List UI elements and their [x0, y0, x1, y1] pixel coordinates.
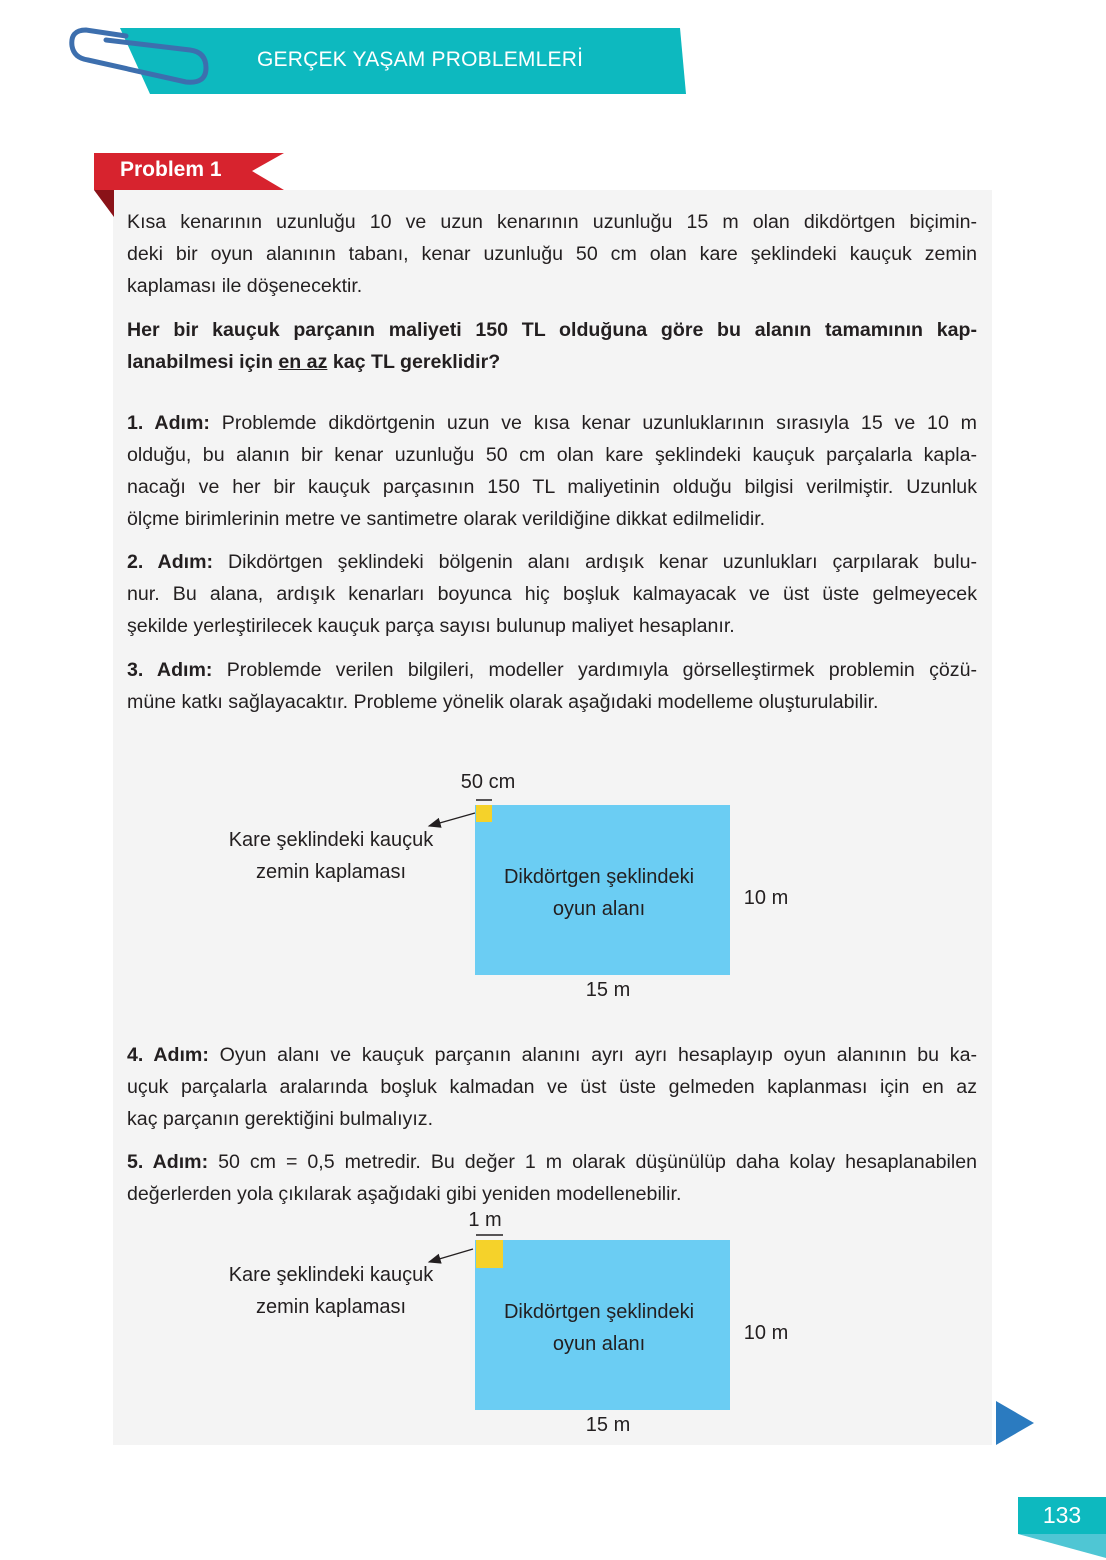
- bold-text: lanabilmesi için: [127, 351, 279, 373]
- tile-label-line1: Kare şeklindeki kauçuk: [228, 1264, 434, 1286]
- page-number: 133: [1018, 1497, 1106, 1534]
- width-label: 15 m: [585, 1414, 631, 1436]
- pointer-arrow: [429, 1249, 473, 1262]
- section-title: GERÇEK YAŞAM PROBLEMLERİ: [257, 48, 584, 71]
- area-label-line1: Dikdörtgen şeklindeki: [503, 1301, 695, 1323]
- text-span: kaç parçanın gerektiğini bulmalıyız.: [127, 1108, 434, 1130]
- text-span: Problemde dikdörtgenin uzun ve kısa kenar uzunluklarının sırasıyla 15 ve 10 m: [209, 412, 977, 434]
- text-span: Problemde verilen bilgileri, modeller yardımıyla görselleştirmek problemin çözü-: [212, 659, 977, 681]
- bold-text: en az: [278, 351, 328, 373]
- height-label: 10 m: [743, 1322, 789, 1344]
- bold-text: kaç TL gereklidir?: [327, 351, 501, 373]
- text-span: nur. Bu alana, ardışık kenarları boyunca hiç boşluk kalmayacak ve üst üste gelmeyecek: [127, 583, 977, 605]
- text-span: olduğu, bu alanın bir kenar uzunluğu 50 cm olan kare şeklindeki kauçuk parçalarla kapla-: [127, 444, 977, 466]
- text-span: Oyun alanı ve kauçuk parçanın alanını ayrı ayrı hesaplayıp oyun alanının bu ka-: [208, 1044, 977, 1066]
- text-span: nacağı ve her bir kauçuk parçasının 150 TL maliyetinin olduğu bilgisi verilmiştir. Uzunluk: [127, 476, 977, 498]
- text-span: Kısa kenarının uzunluğu 10 ve uzun kenarının uzunluğu 15 m olan dikdörtgen biçimin-: [127, 211, 977, 233]
- text-span: şekilde yerleştirilecek kauçuk parça sayısı bulunup maliyet hesaplanır.: [127, 615, 735, 637]
- problem-label: Problem 1: [120, 158, 222, 181]
- text-span: kaplaması ile döşenecektir.: [127, 275, 363, 297]
- next-page-arrow-icon[interactable]: [996, 1401, 1034, 1445]
- area-label-line2: oyun alanı: [552, 898, 646, 920]
- text-span: ölçme birimlerinin metre ve santimetre olarak verildiğine dikkat edilmelidir.: [127, 508, 766, 530]
- bold-text: 3. Adım:: [127, 659, 213, 681]
- tile-label-line2: zemin kaplaması: [255, 861, 407, 883]
- bold-text: 1. Adım:: [127, 412, 210, 434]
- area-label-line1: Dikdörtgen şeklindeki: [503, 866, 695, 888]
- text-span: 50 cm = 0,5 metredir. Bu değer 1 m olarak düşünülüp daha kolay hesaplanabilen: [208, 1151, 977, 1173]
- tile-label-line2: zemin kaplaması: [255, 1296, 407, 1318]
- bold-text: Her bir kauçuk parçanın maliyeti 150 TL olduğuna göre bu alanın tamamının kap-: [127, 319, 977, 341]
- text-span: deki bir oyun alanının tabanı, kenar uzunluğu 50 cm olan kare şeklindeki kauçuk zemin: [127, 243, 977, 265]
- text-span: müne katkı sağlayacaktır. Probleme yönelik olarak aşağıdaki modelleme oluşturulabilir.: [127, 691, 879, 713]
- tile-size-label: 1 m: [468, 1209, 502, 1231]
- width-label: 15 m: [585, 979, 631, 1001]
- bold-text: 5. Adım:: [127, 1151, 209, 1173]
- area-label-line2: oyun alanı: [552, 1333, 646, 1355]
- bold-text: 2. Adım:: [127, 551, 214, 573]
- text-span: Dikdörtgen şeklindeki bölgenin alanı ardışık kenar uzunlukları çarpılarak bulu-: [213, 551, 977, 573]
- pointer-arrow: [429, 813, 475, 826]
- height-label: 10 m: [743, 887, 789, 909]
- bold-text: 4. Adım:: [127, 1044, 209, 1066]
- text-span: değerlerden yola çıkılarak aşağıdaki gibi yeniden modellenebilir.: [127, 1183, 682, 1205]
- tile-label-line1: Kare şeklindeki kauçuk: [228, 829, 434, 851]
- tile-size-label: 50 cm: [460, 771, 516, 793]
- text-span: uçuk parçalarla aralarında boşluk kalmadan ve üst üste gelmeden kaplanması için en az: [127, 1076, 977, 1098]
